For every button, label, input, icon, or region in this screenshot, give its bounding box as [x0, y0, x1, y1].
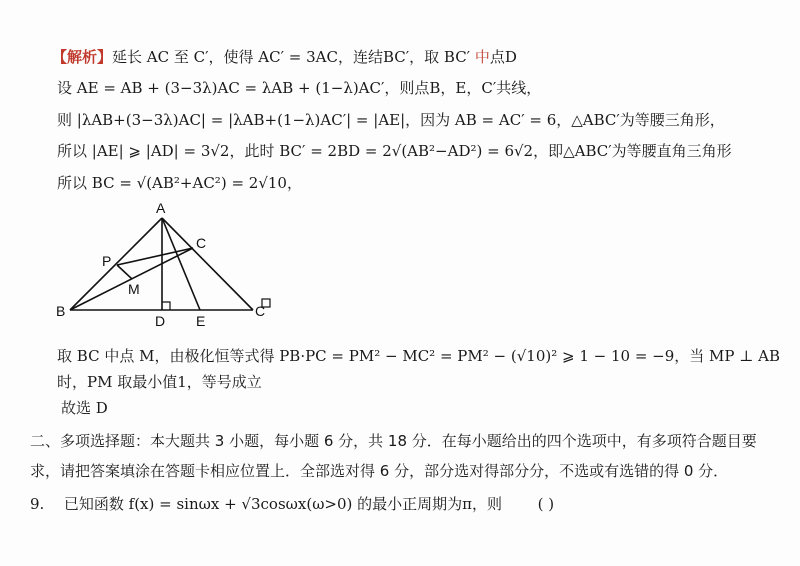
question-text: 已知函数 f(x) = sinωx + √3cosωx(ω>0) 的最小正周期为π，则 — [63, 495, 503, 513]
question-number: 9. — [30, 495, 45, 513]
analysis-line-8: 故选 D — [61, 399, 108, 417]
section-heading-line-1: 二、多项选择题：本大题共 3 小题，每小题 6 分，共 18 分．在每小题给出的四个选项中，有多项符合题目要 — [30, 432, 757, 450]
analysis-line-1-mid: 中 — [474, 48, 490, 66]
segment-ba — [70, 218, 162, 310]
section-heading-line-2: 求，请把答案填涂在答题卡相应位置上．全部选对得 6 分，部分选对得部分分，不选或有选错的得 0 分． — [30, 462, 729, 480]
triangle-diagram — [50, 200, 310, 330]
analysis-line-5: 所以 BC = √(AB²+AC²) = 2√10， — [57, 174, 302, 192]
label-b: B — [56, 303, 66, 319]
analysis-line-1a: 延长 AC 至 C′，使得 AC′ = 3AC，连结BC′，取 BC′ — [112, 48, 475, 66]
question-9 — [30, 493, 554, 515]
label-m: M — [128, 281, 140, 297]
analysis-line-2: 设 AE = AB + (3−3λ)AC = λAB + (1−λ)AC′，则点B，E，C′共线， — [57, 79, 542, 97]
label-a: A — [156, 200, 166, 216]
analysis-line-6: 取 BC 中点 M，由极化恒等式得 PB·PC = PM² − MC² = PM² − (√10)² ⩾ 1 − 10 = −9，当 MP ⊥ AB — [57, 347, 780, 365]
label-p: P — [102, 253, 112, 269]
segment-ae — [162, 218, 200, 310]
label-e: E — [196, 313, 206, 329]
analysis-tag: 【解析】 — [52, 48, 113, 66]
analysis-line-7: 时，PM 取最小值1，等号成立 — [57, 373, 262, 391]
label-c-prime: C — [255, 303, 266, 319]
segment-pm — [117, 265, 132, 279]
analysis-line-1b: 点D — [489, 48, 517, 66]
analysis-line-4: 所以 |AE| ⩾ |AD| = 3√2，此时 BC′ = 2BD = 2√(AB²−AD²) = 6√2，即△ABC′为等腰直角三角形 — [57, 142, 732, 160]
analysis-line-3: 则 |λAB+(3−3λ)AC| = |λAB+(1−λ)AC′| = |AE|，因为 AB = AC′ = 6，△ABC′为等腰三角形， — [57, 111, 725, 129]
analysis-line-1 — [52, 46, 517, 68]
right-angle-mark — [162, 302, 170, 310]
answer-blank: ( ) — [537, 495, 555, 513]
segment-ac-prime — [162, 218, 253, 310]
label-c: C — [196, 235, 207, 251]
label-d: D — [155, 313, 166, 329]
